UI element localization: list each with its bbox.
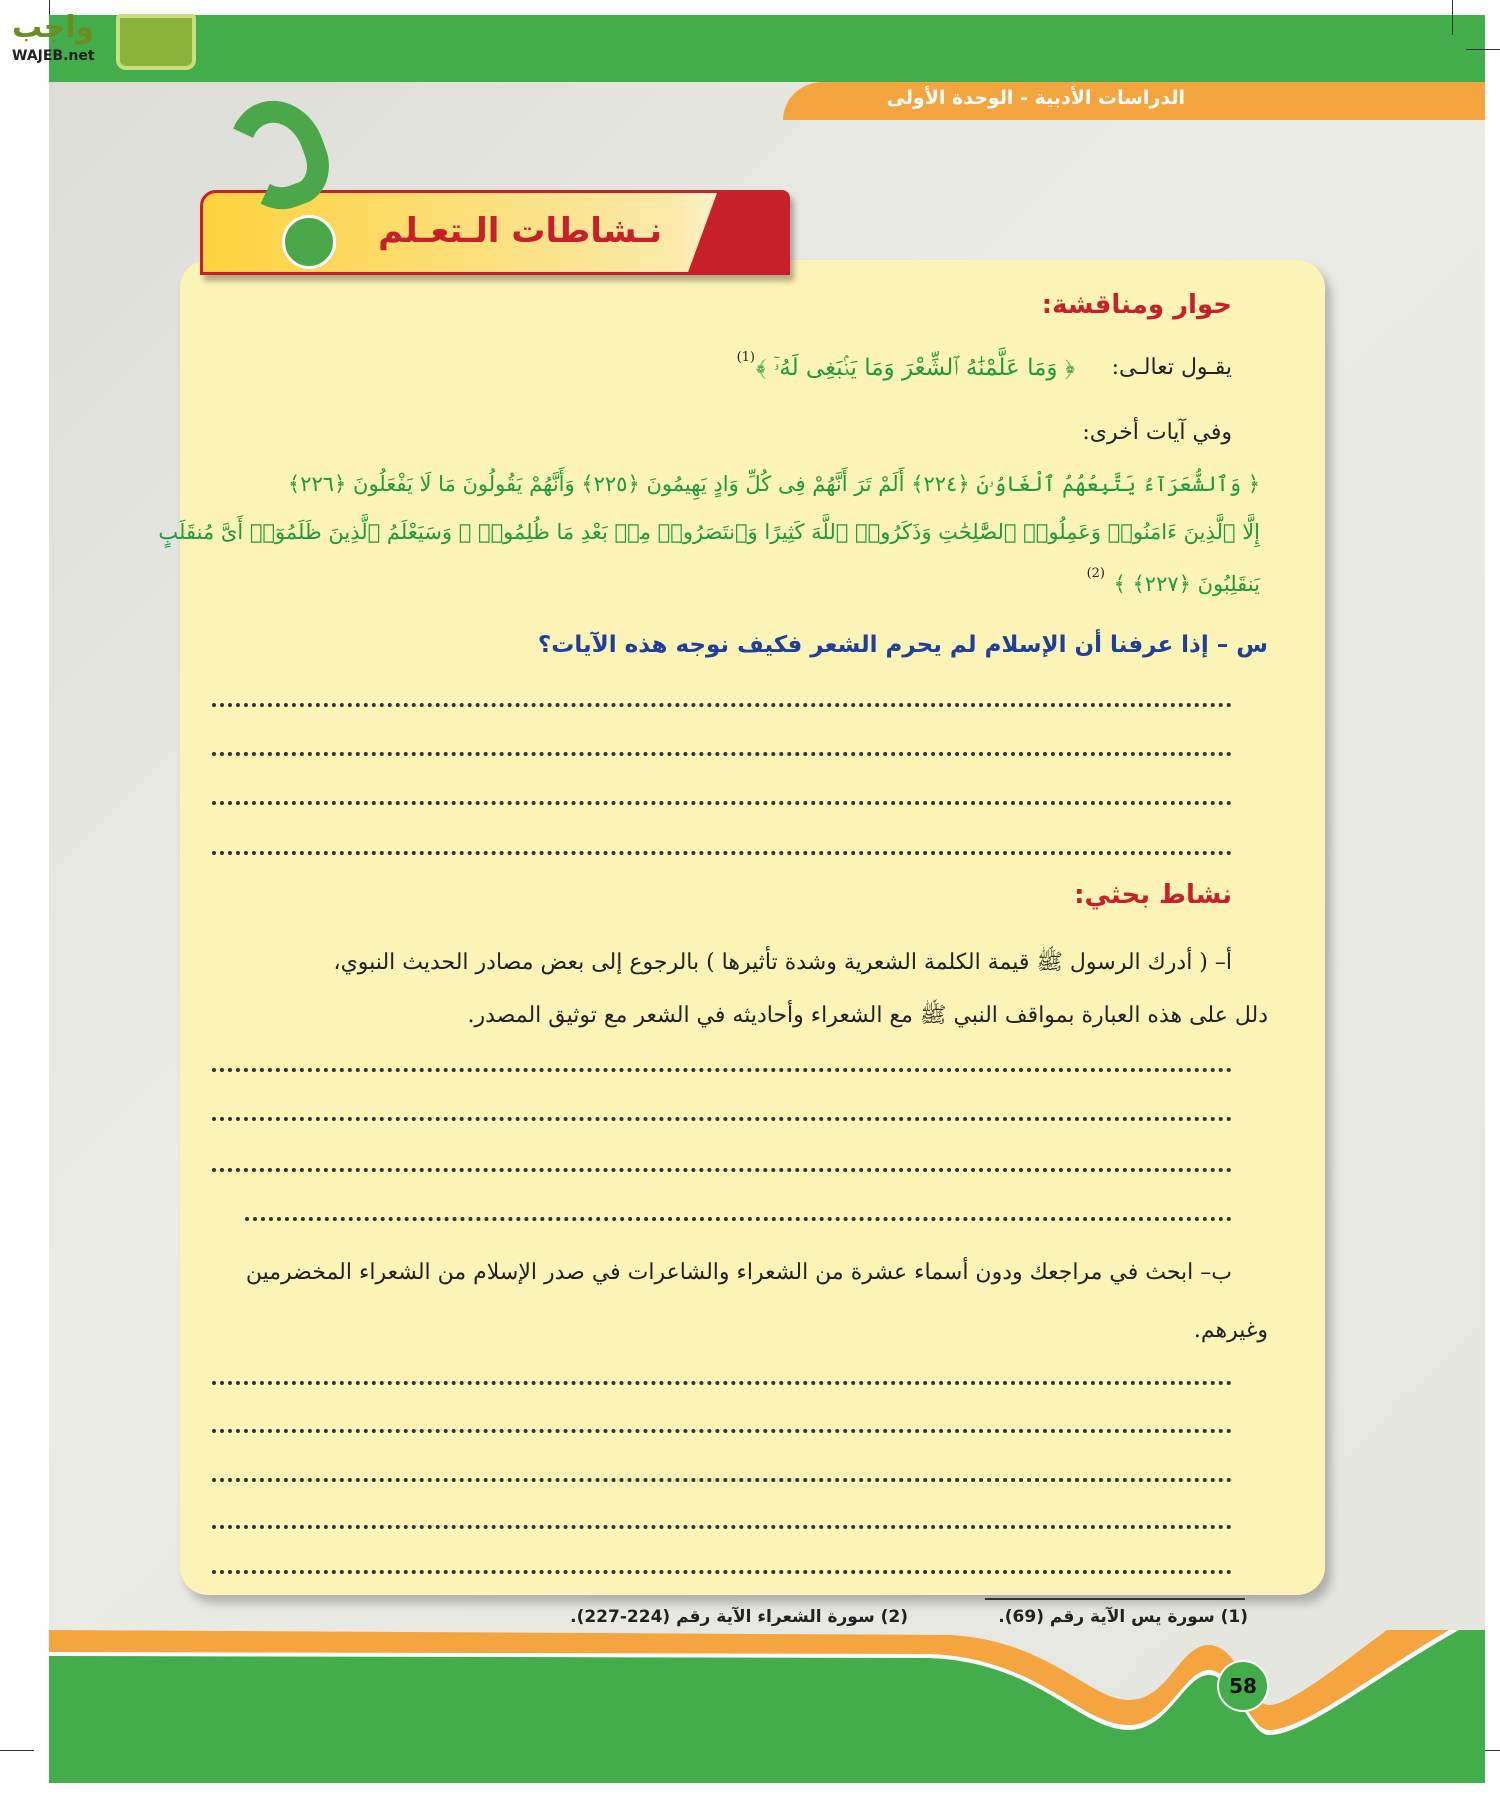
intro-text: يقـول تعالـى: xyxy=(1111,355,1232,380)
other-verses-label: وفي آيات أخرى: xyxy=(1082,420,1232,445)
banner-accent xyxy=(687,193,787,275)
dialogue-heading: حوار ومناقشة: xyxy=(1041,290,1232,320)
activity-card xyxy=(180,260,1325,1595)
verse-2-line-3: يَنقَلِبُونَ ﴿٢٢٧﴾ ﴾ xyxy=(1113,572,1260,596)
verse-2-line-1: ﴿ وَٱلشُّعَرَآءُ يَتَّبِعُهُمُ ٱلْغَاوُۥنَ ﴿٢٢٤﴾ أَلَمْ تَرَ أَنَّهُمْ فِى كُلِّ وَادٍ يَهِيمُونَ ﴿٢٢٥﴾ وَأَنَّهُمْ يَقُولُونَ مَا لَا يَفْعَلُونَ ﴿٢٢٦﴾ xyxy=(287,472,1260,496)
answer-line[interactable] xyxy=(212,1168,1232,1172)
verse-2-line-2: إِلَّا ٱلَّذِينَ ءَامَنُوا۟ وَعَمِلُوا۟ ٱلصَّٰلِحَٰتِ وَذَكَرُوا۟ ٱللَّهَ كَثِيرًا وَٱنتَصَرُوا۟ مِنۢ بَعْدِ مَا ظُلِمُوا۟ ۗ وَسَيَعْلَمُ ٱلَّذِينَ ظَلَمُوٓا۟ أَىَّ مُنقَلَبٍ xyxy=(158,520,1260,544)
footer-wave xyxy=(49,1630,1485,1783)
wajeb-logo[interactable] xyxy=(8,8,188,68)
answer-line[interactable] xyxy=(212,1429,1232,1433)
answer-line[interactable] xyxy=(212,851,1232,855)
research-a-line-1: أ– ( أدرك الرسول ﷺ قيمة الكلمة الشعرية وشدة تأثيرها ) بالرجوع إلى بعض مصادر الحديث النبوي، xyxy=(333,950,1232,975)
answer-line[interactable] xyxy=(212,703,1232,707)
answer-line[interactable] xyxy=(245,1217,1232,1221)
question-mark-icon xyxy=(220,100,330,270)
answer-line[interactable] xyxy=(212,1381,1232,1385)
answer-line[interactable] xyxy=(212,1570,1232,1574)
answer-line[interactable] xyxy=(212,752,1232,756)
research-b-line-1: ب– ابحث في مراجعك ودون أسماء عشرة من الشعراء والشاعرات في صدر الإسلام من الشعراء المخضرمين xyxy=(245,1260,1232,1285)
footnote-1: (1) سورة يس الآية رقم (69). xyxy=(998,1607,1248,1627)
verse-2-ref: (2) xyxy=(1086,566,1105,581)
logo-arabic: واجب xyxy=(12,10,95,45)
question-text: س – إذا عرفنا أن الإسلام لم يحرم الشعر فكيف نوجه هذه الآيات؟ xyxy=(537,632,1268,658)
research-a-line-2: دلل على هذه العبارة بمواقف النبي ﷺ مع الشعراء وأحاديثه في الشعر مع توثيق المصدر. xyxy=(467,1003,1268,1028)
verse-1: ﴿ وَمَا عَلَّمْنَٰهُ ٱلشِّعْرَ وَمَا يَنۢبَغِى لَهُۥٓ ﴾ xyxy=(756,355,1075,381)
book-icon xyxy=(116,14,196,70)
page-number: 58 xyxy=(1217,1660,1269,1712)
section-header xyxy=(783,82,1485,120)
answer-line[interactable] xyxy=(212,801,1232,805)
verse-1-ref: (1) xyxy=(736,350,755,365)
answer-line[interactable] xyxy=(212,1525,1232,1529)
banner-title: نـشاطات الـتعـلم xyxy=(378,211,662,251)
answer-line[interactable] xyxy=(212,1117,1232,1121)
footnote-divider xyxy=(985,1598,1245,1600)
answer-line[interactable] xyxy=(212,1478,1232,1482)
top-green-bar xyxy=(49,15,1485,82)
answer-line[interactable] xyxy=(212,1068,1232,1072)
footnote-2: (2) سورة الشعراء الآية رقم (224-227). xyxy=(570,1607,908,1627)
research-b-line-2: وغيرهم. xyxy=(1193,1318,1268,1343)
logo-latin: WAJEB.net xyxy=(12,48,95,64)
section-title: الدراسات الأدبية - الوحدة الأولى xyxy=(886,87,1185,109)
research-heading: نشاط بحثي: xyxy=(1074,880,1232,910)
